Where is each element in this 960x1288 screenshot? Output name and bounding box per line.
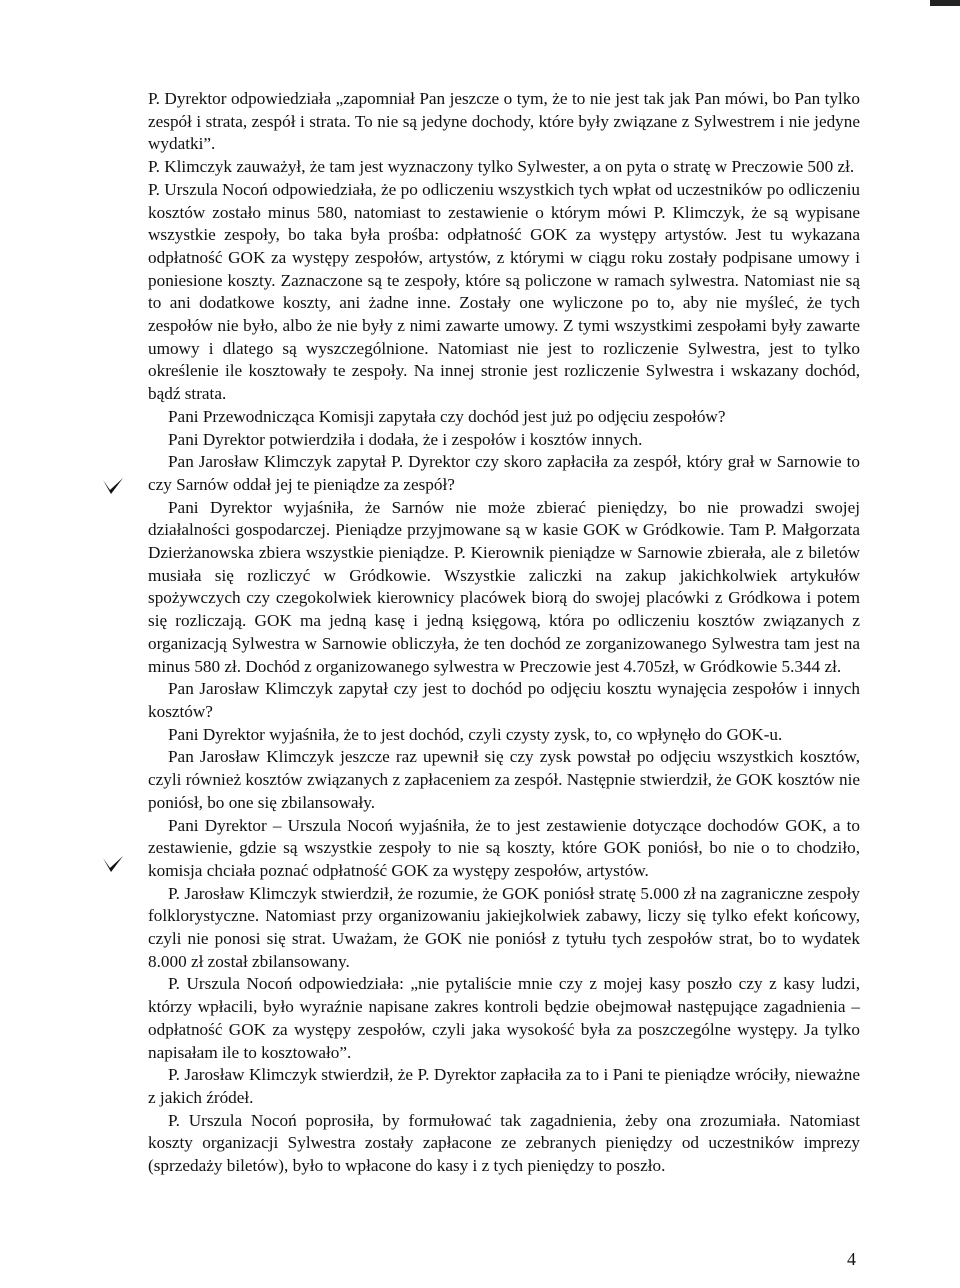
- paragraph: P. Urszula Nocoń odpowiedziała, że po odliczeniu wszystkich tych wpłat od uczestników po odliczeniu kosztów zostało minus 580, natomiast to zestawienie o którym mówi P. Klimczyk, że są wypisane wszystkie zespoły, bo taka była prośba: odpłatność GOK za występy artystów. Jest tu wykazana odpłatność GOK za występy zespołów, artystów, z którymi w ciągu roku zostały podpisane umowy i poniesione koszty. Zaznaczone są te zespoły, które są policzone w ramach sylwestra. Natomiast nie są to ani dodatkowe koszty, ani żadne inne. Zostały one wyliczone po to, aby nie myśleć, że tych zespołów nie było, albo że nie były z nimi zawarte umowy. Z tymi wszystkimi zespołami były zawarte umowy i dlatego są wyszczególnione. Natomiast nie jest to rozliczenie Sylwestra, jest to tylko określenie ile kosztowały te zespoły. Na innej stronie jest rozliczenie Sylwestra i wskazany dochód, bądź strata.: [148, 179, 860, 404]
- paragraph: P. Jarosław Klimczyk stwierdził, że P. Dyrektor zapłaciła za to i Pani te pieniądze wróciły, nieważne z jakich źródeł.: [148, 1065, 860, 1107]
- paragraph: P. Jarosław Klimczyk stwierdził, że rozumie, że GOK poniósł stratę 5.000 zł na zagraniczne zespoły folklorystyczne. Natomiast przy organizowaniu jakiejkolwiek zabawy, liczy się tylko efekt końcowy, czyli nie ponosi się strat. Uważam, że GOK nie poniósł z tytułu tych zespołów strat, bo to wydatek 8.000 zł został zbilansowany.: [148, 883, 860, 971]
- paragraph: Pani Przewodnicząca Komisji zapytała czy dochód jest już po odjęciu zespołów?: [168, 406, 726, 426]
- paragraph: Pani Dyrektor potwierdziła i dodała, że i zespołów i kosztów innych.: [168, 429, 643, 449]
- margin-check-mark: [101, 852, 125, 874]
- page-number: 4: [847, 1249, 856, 1269]
- paragraph: P. Urszula Nocoń poprosiła, by formułować tak zagadnienia, żeby ona zrozumiała. Natomiast koszty organizacji Sylwestra zostały zapłacone ze zebranych pieniędzy od uczestników imprezy (sprzedaży biletów), było to wpłacone do kasy i z tych pieniędzy to poszło.: [148, 1110, 860, 1176]
- paragraph: Pani Dyrektor wyjaśniła, że Sarnów nie może zbierać pieniędzy, bo nie prowadzi swojej działalności gospodarczej. Pieniądze przyjmowane są w kasie GOK w Gródkowie. Tam P. Małgorzata Dzierżanowska zbiera wszystkie pieniądze. P. Kierownik pieniądze w Sarnowie zbierała, ale z biletów musiała się rozliczyć w Gródkowie. Wszystkie zaliczki na zakup jakichkolwiek artykułów spożywczych czy czegokolwiek kierownicy placówek biorą do swojej placówki z Gródkowa i potem się rozliczają. GOK ma jedną kasę i jedną księgową, która po odliczeniu kosztów związanych z organizacją Sylwestra w Sarnowie obliczyła, że ten dochód ze zorganizowanego Sylwestra tam jest na minus 580 zł. Dochód z organizowanego sylwestra w Preczowie jest 4.705zł, w Gródkowie 5.344 zł.: [148, 497, 860, 676]
- paragraph: Pani Dyrektor – Urszula Nocoń wyjaśniła, że to jest zestawienie dotyczące dochodów GOK, a to zestawienie, gdzie są wszystkie zespoły to nie są koszty, które GOK poniósł, bo nie o to chodziło, komisja chciała poznać odpłatność GOK za występy zespołów, artystów.: [148, 815, 860, 880]
- paragraph: Pan Jarosław Klimczyk zapytał czy jest to dochód po odjęciu kosztu wynajęcia zespołów i innych kosztów?: [148, 679, 860, 721]
- paragraph: P. Klimczyk zauważył, że tam jest wyznaczony tylko Sylwester, a on pyta o stratę w Preczowie 500 zł.: [148, 157, 855, 177]
- paragraph: Pan Jarosław Klimczyk zapytał P. Dyrektor czy skoro zapłaciła za zespół, który grał w Sarnowie to czy Sarnów oddał jej te pieniądze za zespół?: [148, 452, 860, 494]
- paragraph: P. Dyrektor odpowiedziała „zapomniał Pan jeszcze o tym, że to nie jest tak jak Pan mówi, bo Pan tylko zespół i strata, zespół i strata. To nie są jedyne dochody, które były związane z Sylwestrem i nie jedyne wydatki”.: [148, 89, 860, 154]
- scan-corner-mark: [930, 0, 960, 6]
- document-body: [148, 88, 860, 1178]
- paragraph: P. Urszula Nocoń odpowiedziała: „nie pytaliście mnie czy z mojej kasy poszło czy z kasy ludzi, którzy wpłacili, było wyraźnie napisane zakres kontroli będzie obejmował następujące zagadnienia – odpłatność GOK za występy zespołów, czyli jaka wysokość była za poszczególne występy. Ja tylko napisałam ile to kosztowało”.: [148, 974, 860, 1062]
- margin-check-mark: [101, 474, 125, 496]
- paragraph: Pani Dyrektor wyjaśniła, że to jest dochód, czyli czysty zysk, to, co wpłynęło do GOK-u.: [168, 724, 783, 744]
- paragraph: Pan Jarosław Klimczyk jeszcze raz upewnił się czy zysk powstał po odjęciu wszystkich kosztów, czyli również kosztów związanych z zapłaceniem za zespół. Następnie stwierdził, że GOK kosztów nie poniósł, bo one się zbilansowały.: [148, 747, 860, 812]
